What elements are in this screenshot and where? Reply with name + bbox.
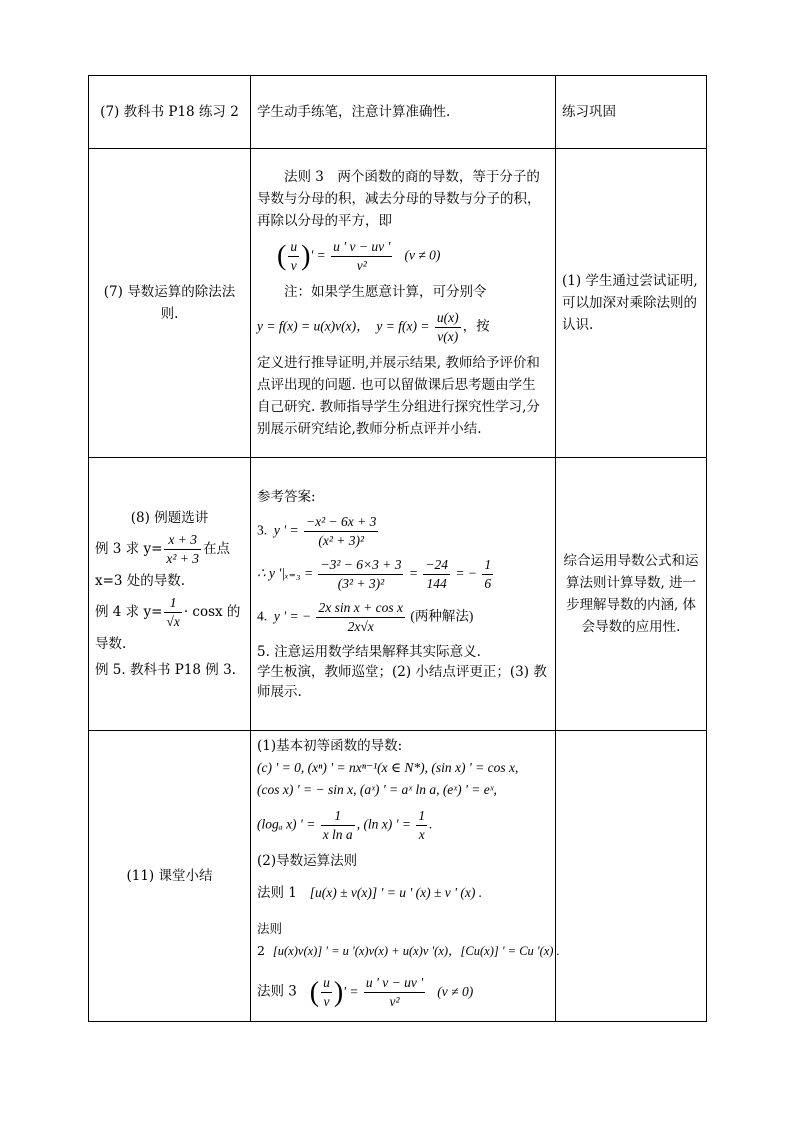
example-4-line2: 导数. <box>95 636 127 652</box>
answer-4: 4. y ' = − $\frac{\text{2x sin x + cos x}}{2x√x}$ (两种解法) <box>257 599 474 634</box>
row1-left-text: (7) 教科书 P18 练习 2 <box>100 104 239 120</box>
cell-middle <box>251 731 560 1022</box>
answer-3-evaluated: ∴ y '|ₓ₌₃ = $\frac{\text{−3² − 6×3 + 3}}{\text{(3² + 3)²}}$ = $\frac{-24}{144}$ = − $\frac{1}{6}$ <box>257 556 492 591</box>
cell-left <box>89 76 251 149</box>
row3-right-text: 综合运用导数公式和运算法则计算导数, 进一步理解导数的内涵, 体会导数的应用性. <box>563 553 699 635</box>
example-3: 例 3 求 y= $\frac{x + 3}{\text{x² + 3}}$ 在点 <box>95 532 231 566</box>
cell-right <box>556 76 707 149</box>
rule3-description: 法则 3 两个函数的商的导数，等于分子的导数与分母的积，减去分母的导数与分子的积，再除以分母的平方，即 <box>257 169 541 229</box>
answer-5: 5. 注意运用数学结果解释其实际意义. <box>257 643 481 660</box>
example-3-line2: x=3 处的导数. <box>95 573 186 589</box>
table-row <box>89 76 707 149</box>
rule-2: 法则 2 [u(x)v(x)] ' = u '(x)v(x) + u(x)v '(x)，[Cu(x)] ' = Cu '(x) . <box>257 921 560 958</box>
row2-left-text: (7) 导数运算的除法法则. <box>103 284 236 322</box>
table-row <box>89 458 707 731</box>
rule-3: 法则 3 ( $\frac{u}{v}$ )' = $\frac{u ' v - uv '}{\text{v²}}$ (v ≠ 0) <box>257 975 474 1009</box>
row4-left-text: (11) 课堂小结 <box>126 868 213 884</box>
answers-footer: 学生板演，教师巡堂；(2) 小结点评更正；(3) 教师展示. <box>257 663 547 700</box>
summary-heading-1: (1)基本初等函数的导数: <box>257 738 403 754</box>
note-formulas: y = f(x) = u(x)v(x)， y = f(x) = $\frac{u(x)}{v(x)}$ ，按 <box>257 310 490 344</box>
example-5: 例 5. 教科书 P18 例 3. <box>95 662 236 678</box>
cell-right <box>556 149 707 458</box>
cell-right <box>556 458 707 731</box>
answer-3: 3. y ' = $\frac{\text{−x² − 6x + 3}}{\text{(x² + 3)²}}$ <box>257 513 377 548</box>
answers-header: 参考答案: <box>257 488 316 505</box>
rule3-formula: ( $\frac{u}{v}$ )' = $\frac{u ' v - uv '}{\text{v²}}$ (v ≠ 0) <box>277 239 441 273</box>
cell-left <box>89 731 251 1022</box>
derivative-formulas-3: (logₐ x) ' = $\frac{1}{\text{x ln a}}$ , (ln x) ' = $\frac{1}{x}$ . <box>257 808 433 842</box>
row1-right-text: 练习巩固 <box>562 104 616 120</box>
table-row <box>89 731 707 1022</box>
derivative-formulas-2: (cos x) ' = − sin x, (aˣ) ' = aˣ ln a, (eˣ) ' = eˣ, <box>257 782 497 797</box>
cell-left <box>89 458 251 731</box>
cell-right <box>556 731 707 1022</box>
table-row <box>89 149 707 458</box>
lesson-table <box>88 75 707 1022</box>
cell-middle <box>251 149 556 458</box>
note-text: 注：如果学生愿意计算，可分别令 <box>284 284 487 300</box>
example-4: 例 4 求 y= $\frac{1}{√x}$ · cosx 的 <box>95 595 241 629</box>
cell-middle <box>251 76 556 149</box>
rule-1: 法则 1 [u(x) ± v(x)] ' = u ' (x) ± v ' (x) . <box>257 885 483 901</box>
cell-middle <box>251 458 556 731</box>
row2-right-text: (1) 学生通过尝试证明, 可以加深对乘除法则的认识. <box>562 273 698 333</box>
cell-left <box>89 149 251 458</box>
proof-guidance-text: 定义进行推导证明,并展示结果, 教师给予评价和点评出现的问题. 也可以留做课后思考题由学生自己研究. 教师指导学生分组进行探究性学习,分别展示研究结论,教师分析点评并小结. <box>257 355 540 437</box>
row1-middle-text: 学生动手练笔，注意计算准确性. <box>257 104 451 120</box>
examples-title: (8) 例题选讲 <box>130 510 209 526</box>
derivative-formulas-1: (c) ' = 0, (xⁿ) ' = nxⁿ⁻¹(x ∈ N*), (sin x) ' = cos x, <box>257 760 519 775</box>
summary-heading-2: (2)导数运算法则 <box>257 853 358 869</box>
